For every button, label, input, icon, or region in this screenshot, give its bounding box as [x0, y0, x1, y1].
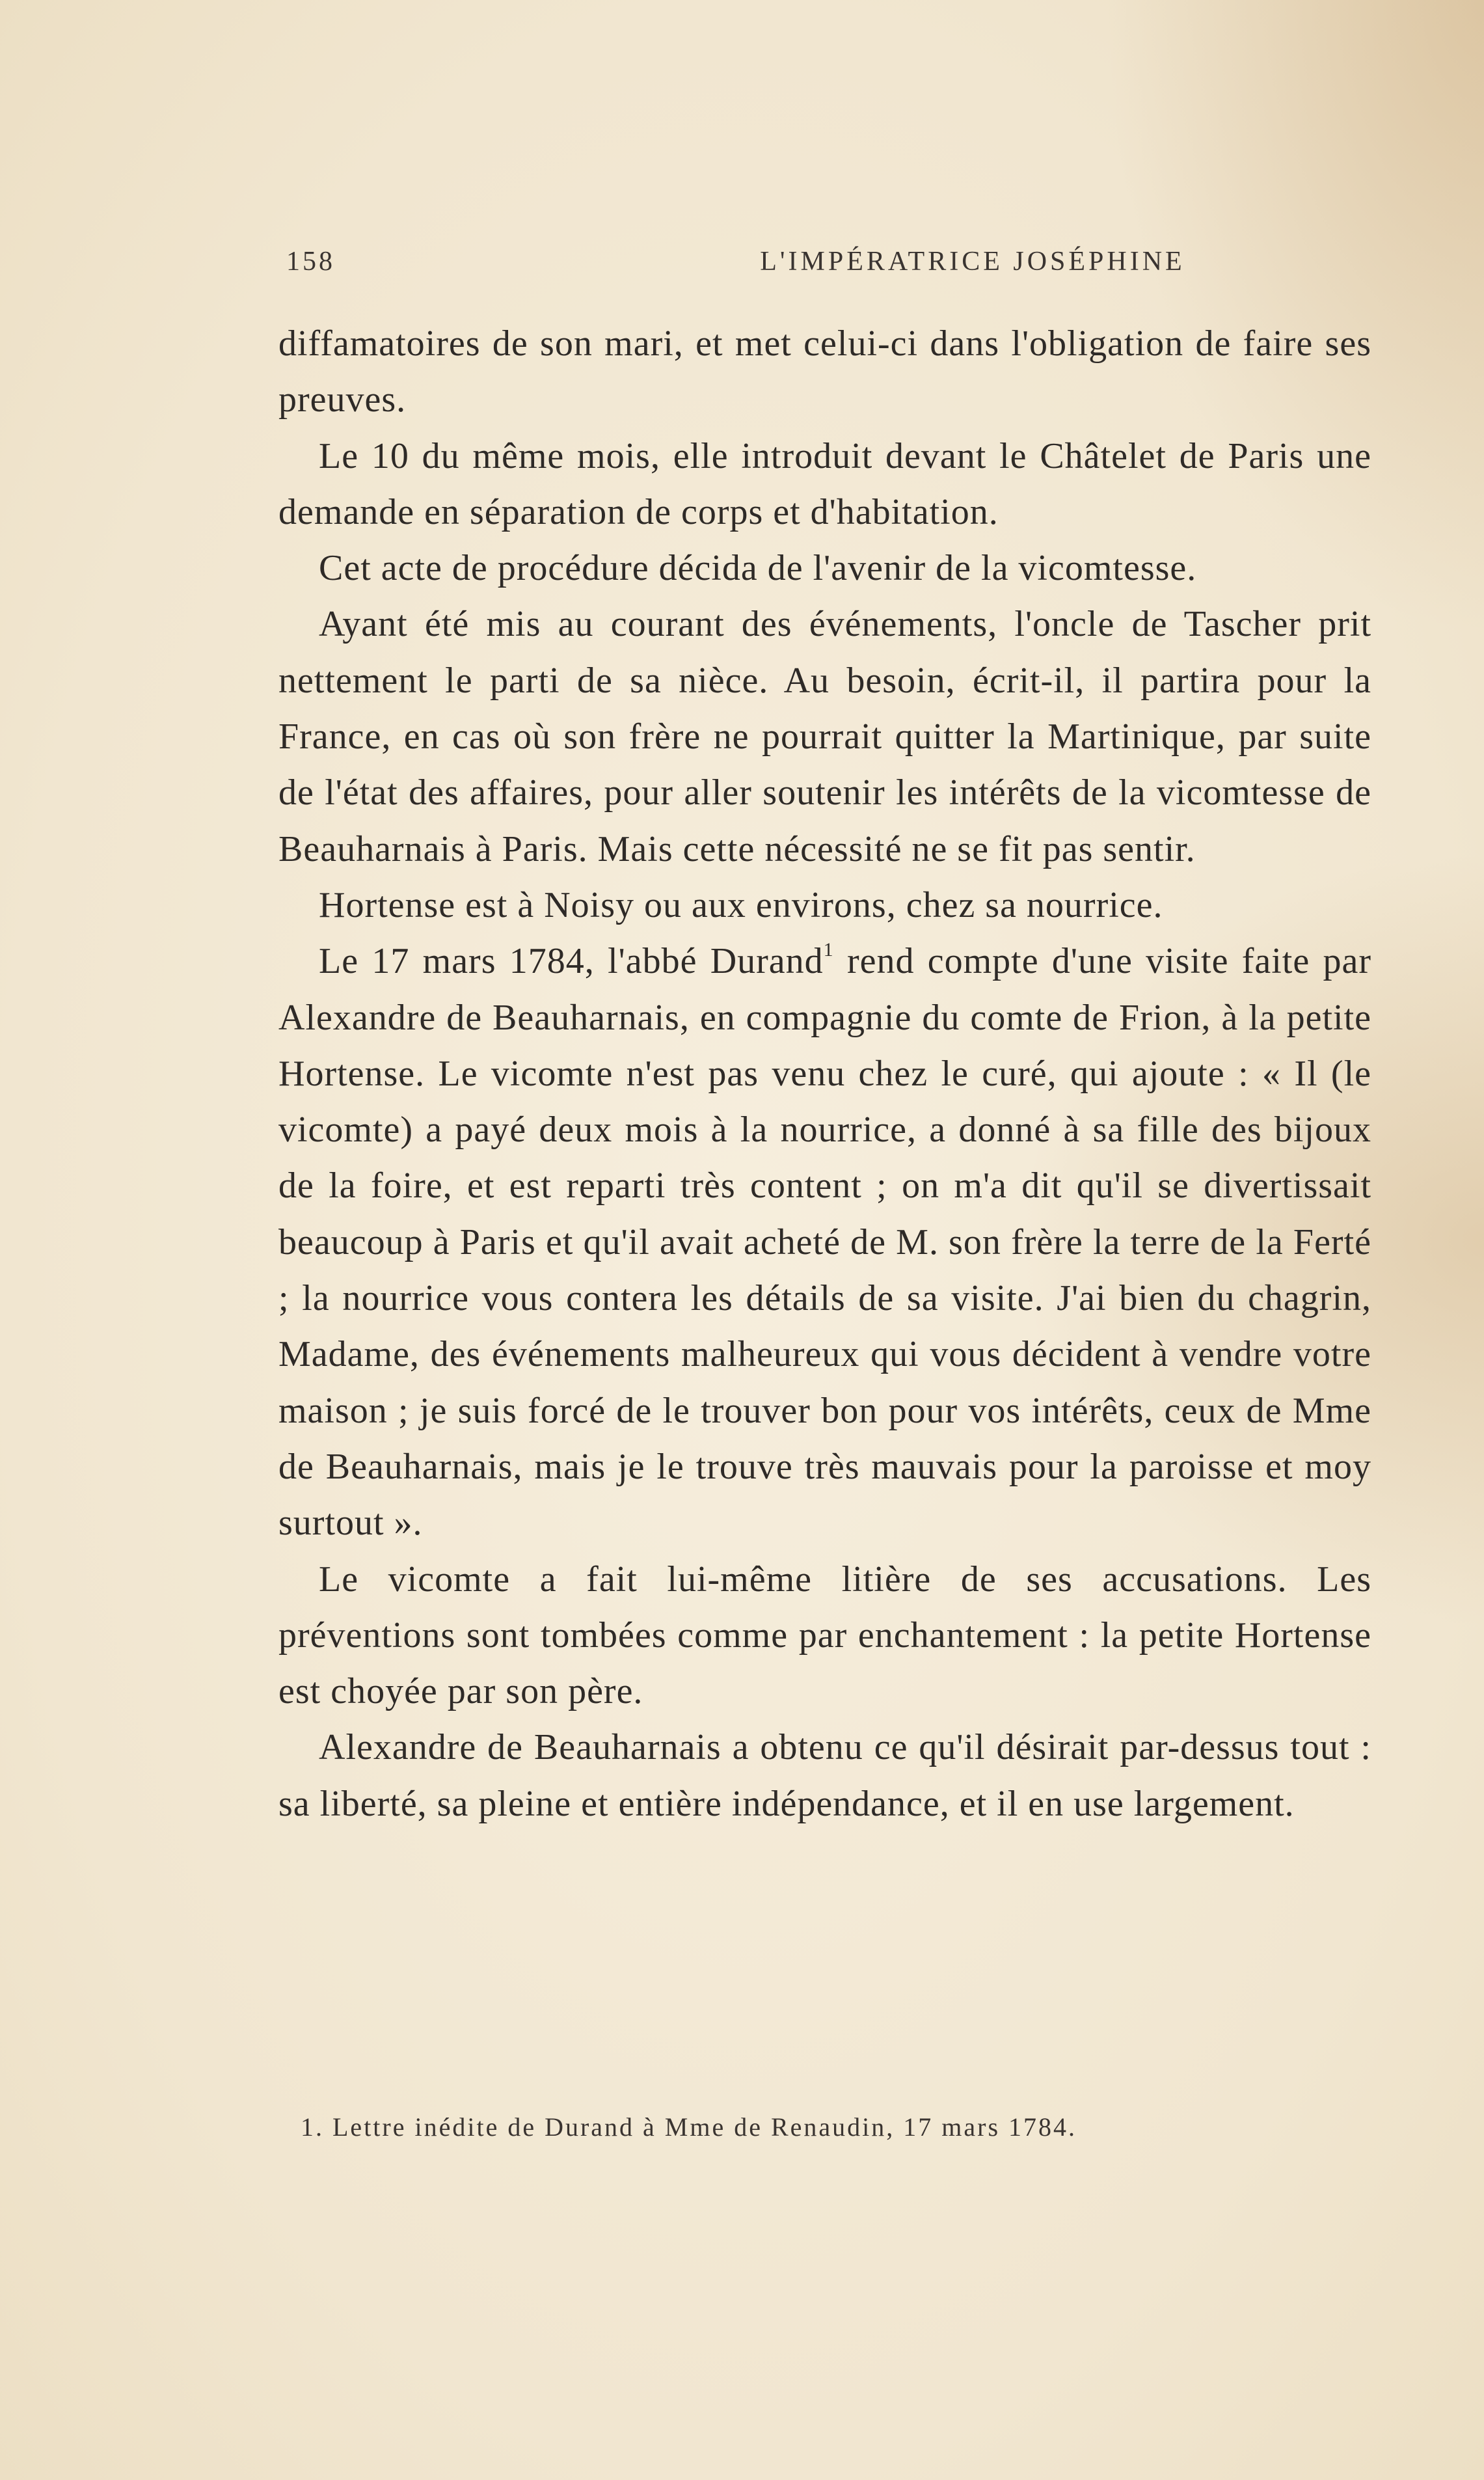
paragraph: Alexandre de Beauharnais a obtenu ce qu'il désirait par-dessus tout : sa liberté, sa pleine et entière indépendance, et il en use largement.	[278, 1727, 1371, 1824]
footnote-reference[interactable]: 1	[823, 939, 834, 961]
paragraph: Cet acte de procédure décida de l'avenir de la vicomtesse.	[319, 548, 1197, 589]
page-header	[286, 246, 1379, 298]
paragraph-text: Le 17 mars 1784, l'abbé Durand	[319, 941, 824, 982]
paragraph: Hortense est à Noisy ou aux environs, chez sa nourrice.	[319, 884, 1163, 925]
paragraph-text: rend compte d'une visite faite par Alexandre de Beauharnais, en compagnie du comte de Frion, à la petite Hortense. Le vicomte n'est pas venu chez le curé, qui ajoute : « Il (le vicomte) a payé deux mois à la nourrice, a donné à sa fille des bijoux de la foire, et est reparti très content ; on m'a dit qu'il se divertissait beaucoup à Paris et qu'il avait acheté de M. son frère la terre de la Ferté ; la nourrice vous contera les détails de sa visite. J'ai bien du chagrin, Madame, des événements malheureux qui vous décident à vendre votre maison ; je suis forcé de le trouver bon pour vos intérêts, ceux de Mme de Beauharnais, mais je le trouve très mauvais pour la paroisse et moy surtout ».	[278, 941, 1371, 1544]
paragraph: Ayant été mis au courant des événements, l'oncle de Tascher prit nettement le parti de sa nièce. Au besoin, écrit-il, il partira pour la France, en cas où son frère ne pourrait quitter la Martinique, par suite de l'état des affaires, pour aller soutenir les intérêts de la vicomtesse de Beauharnais à Paris. Mais cette nécessité ne se fit pas sentir.	[278, 604, 1371, 869]
footnote: 1. Lettre inédite de Durand à Mme de Renaudin, 17 mars 1784.	[301, 2112, 1077, 2142]
page-number: 158	[286, 247, 335, 277]
paragraph-durand	[278, 933, 1371, 1551]
paragraph: Le vicomte a fait lui-même litière de ses accusations. Les préventions sont tombées comme par enchantement : la petite Hortense est choyée par son père.	[278, 1559, 1371, 1712]
paragraph: Le 10 du même mois, elle introduit devant le Châtelet de Paris une demande en séparation de corps et d'habitation.	[278, 435, 1371, 532]
body-text	[278, 316, 1371, 1832]
paragraph: diffamatoires de son mari, et met celui-ci dans l'obligation de faire ses preuves.	[278, 323, 1371, 420]
running-title: L'IMPÉRATRICE JOSÉPHINE	[760, 247, 1185, 277]
